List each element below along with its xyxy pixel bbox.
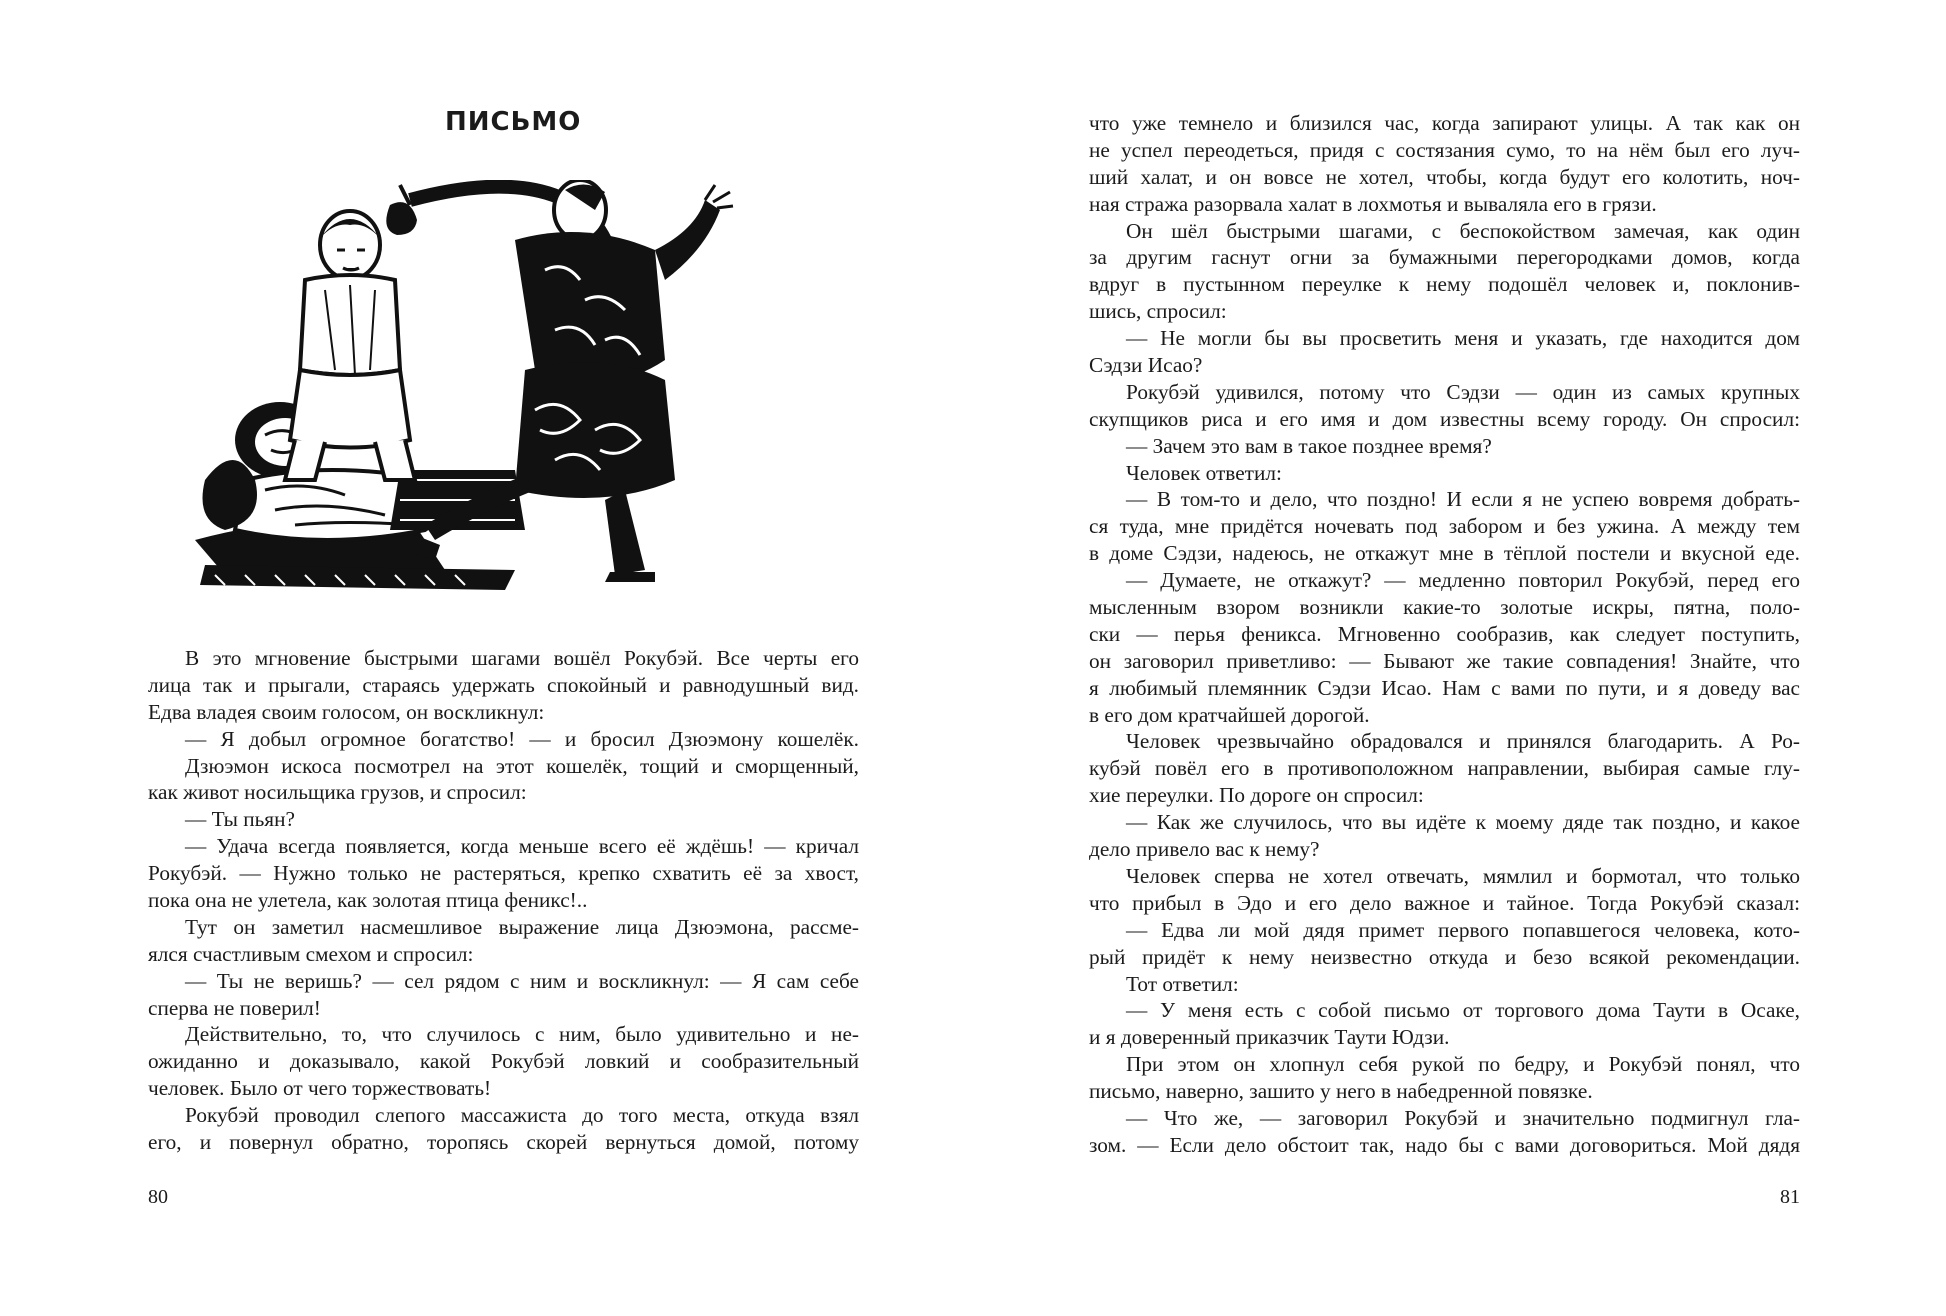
text-line: — У меня есть с собой письмо от торгового дома Таути в Осаке, xyxy=(1126,998,1800,1023)
text-line: дело привело вас к нему? xyxy=(1089,837,1320,862)
text-line: и я доверенный приказчик Таути Юдзи. xyxy=(1089,1025,1450,1050)
text-line: Сэдзи Исао? xyxy=(1089,353,1203,378)
text-line: — Я добыл огромное богатство! — и бросил Дзюэмону кошелёк. xyxy=(185,726,859,751)
text-line: — Не могли бы вы просветить меня и указать, где находится дом xyxy=(1126,326,1800,351)
text-line: ялся счастливым смехом и спросил: xyxy=(148,941,474,966)
text-line: — В том-то и дело, что поздно! И если я не успею вовремя добрать- xyxy=(1126,487,1800,512)
chapter-title: ПИСЬМО xyxy=(445,107,582,137)
text-line: скупщиков риса и его имя и дом известны всему городу. Он спросил: xyxy=(1089,406,1800,431)
text-line: в его дом кратчайшей дорогой. xyxy=(1089,702,1370,727)
text-line: сперва не поверил! xyxy=(148,995,321,1020)
text-line: — Думаете, не откажут? — медленно повторил Рокубэй, перед его xyxy=(1126,568,1800,593)
text-line: рый придёт к нему неизвестно откуда и безо всякой рекомендации. xyxy=(1089,944,1800,969)
text-line: письмо, наверно, зашито у него в набедренной повязке. xyxy=(1089,1079,1593,1104)
text-line: Тут он заметил насмешливое выражение лица Дзюэмона, рассме- xyxy=(185,914,859,939)
text-line: — Ты пьян? xyxy=(185,807,295,832)
purse-icon xyxy=(386,202,417,235)
text-line: — Зачем это вам в такое позднее время? xyxy=(1126,433,1492,458)
text-line: Человек чрезвычайно обрадовался и принялся благодарить. А Ро- xyxy=(1126,729,1800,754)
text-line: кубэй повёл его в противоположном направлении, выбирая самые глу- xyxy=(1089,756,1800,781)
right-page xyxy=(973,0,1946,1316)
text-line: — Едва ли мой дядя примет первого попавшегося человека, кото- xyxy=(1126,917,1800,942)
text-line: не успел переодеться, придя с состязания сумо, то на нём был его луч- xyxy=(1089,137,1800,162)
text-line: — Как же случилось, что вы идёте к моему дяде так поздно, и какое xyxy=(1126,810,1800,835)
illustration-standing-man xyxy=(386,180,733,582)
text-line: Дзюэмон искоса посмотрел на этот кошелёк, тощий и сморщенный, xyxy=(185,753,859,778)
text-line: ся туда, мне придётся ночевать под забором и без ужина. А между тем xyxy=(1089,514,1800,539)
text-line: я любимый племянник Сэдзи Исао. Нам с вами по пути, и я доведу вас xyxy=(1089,675,1800,700)
text-line: он заговорил приветливо: — Бывают же такие совпадения! Знайте, что xyxy=(1089,648,1800,673)
woodcut-illustration xyxy=(185,180,825,610)
text-line: — Ты не веришь? — сел рядом с ним и воскликнул: — Я сам себе xyxy=(185,968,859,993)
text-line: человек. Было от чего торжествовать! xyxy=(148,1076,492,1101)
text-line: как живот носильщика грузов, и спросил: xyxy=(148,780,527,805)
text-line: Рокубэй удивился, потому что Сэдзи — один из самых крупных xyxy=(1126,379,1800,404)
text-line: пока она не улетела, как золотая птица феникс!.. xyxy=(148,888,588,913)
text-line: Человек ответил: xyxy=(1126,460,1282,485)
page-number-right: 81 xyxy=(1780,1186,1800,1208)
text-line: что уже темнело и близился час, когда запирают улицы. А так как он xyxy=(1089,111,1800,135)
text-line: Едва владея своим голосом, он воскликнул: xyxy=(148,699,545,724)
text-line: При этом он хлопнул себя рукой по бедру, и Рокубэй понял, что xyxy=(1126,1052,1800,1077)
text-line: ший халат, и он вовсе не хотел, чтобы, когда будут его колотить, ноч- xyxy=(1089,164,1800,189)
text-line: в доме Сэдзи, надеюсь, не откажут мне в тёплой постели и вкусной еде. xyxy=(1089,541,1800,566)
text-line: за другим гаснут огни за бумажными перегородками домов, когда xyxy=(1089,245,1800,270)
text-line: Рокубэй проводил слепого массажиста до того места, откуда взял xyxy=(185,1103,859,1128)
text-line: ожиданно и доказывало, какой Рокубэй ловкий и сообразительный xyxy=(148,1049,859,1074)
text-line: — Удача всегда появляется, когда меньше всего её ждёшь! — кричал xyxy=(185,834,859,859)
text-line: его, и повернул обратно, торопясь скорей вернуться домой, потому xyxy=(148,1130,859,1155)
text-line: ски — перья феникса. Мгновенно сообразив, как следует поступить, xyxy=(1089,621,1800,646)
text-line: Человек сперва не хотел отвечать, мямлил и бормотал, что только xyxy=(1126,863,1800,888)
text-line: — Что же, — заговорил Рокубэй и значительно подмигнул гла- xyxy=(1126,1105,1800,1130)
text-line: Рокубэй. — Нужно только не растеряться, крепко схватить её за хвост, xyxy=(148,861,859,886)
text-line: ная стража разорвала халат в лохмотья и вываляла его в грязи. xyxy=(1089,191,1657,216)
text-line: лица так и прыгали, стараясь удержать спокойный и равнодушный вид. xyxy=(148,672,859,697)
page-number-left: 80 xyxy=(148,1186,168,1208)
left-page-text xyxy=(148,645,859,1156)
text-line: шись, спросил: xyxy=(1089,299,1227,324)
text-line: мысленным взором возникли какие-то золотые искры, пятна, поло- xyxy=(1089,595,1800,620)
text-line: Тот ответил: xyxy=(1126,971,1239,996)
text-line: В это мгновение быстрыми шагами вошёл Рокубэй. Все черты его xyxy=(185,646,859,670)
text-line: что прибыл в Эдо и его дело важное и тайное. Тогда Рокубэй сказал: xyxy=(1089,890,1800,915)
text-line: хие переулки. По дороге он спросил: xyxy=(1089,783,1424,808)
right-page-text xyxy=(1089,110,1800,1159)
text-line: зом. — Если дело обстоит так, надо бы с вами договориться. Мой дядя xyxy=(1089,1132,1800,1157)
text-line: Действительно, то, что случилось с ним, было удивительно и не- xyxy=(185,1022,859,1047)
text-line: Он шёл быстрыми шагами, с беспокойством замечая, как один xyxy=(1126,218,1800,243)
text-line: вдруг в пустынном переулке к нему подошёл человек и, поклонив- xyxy=(1089,272,1800,297)
